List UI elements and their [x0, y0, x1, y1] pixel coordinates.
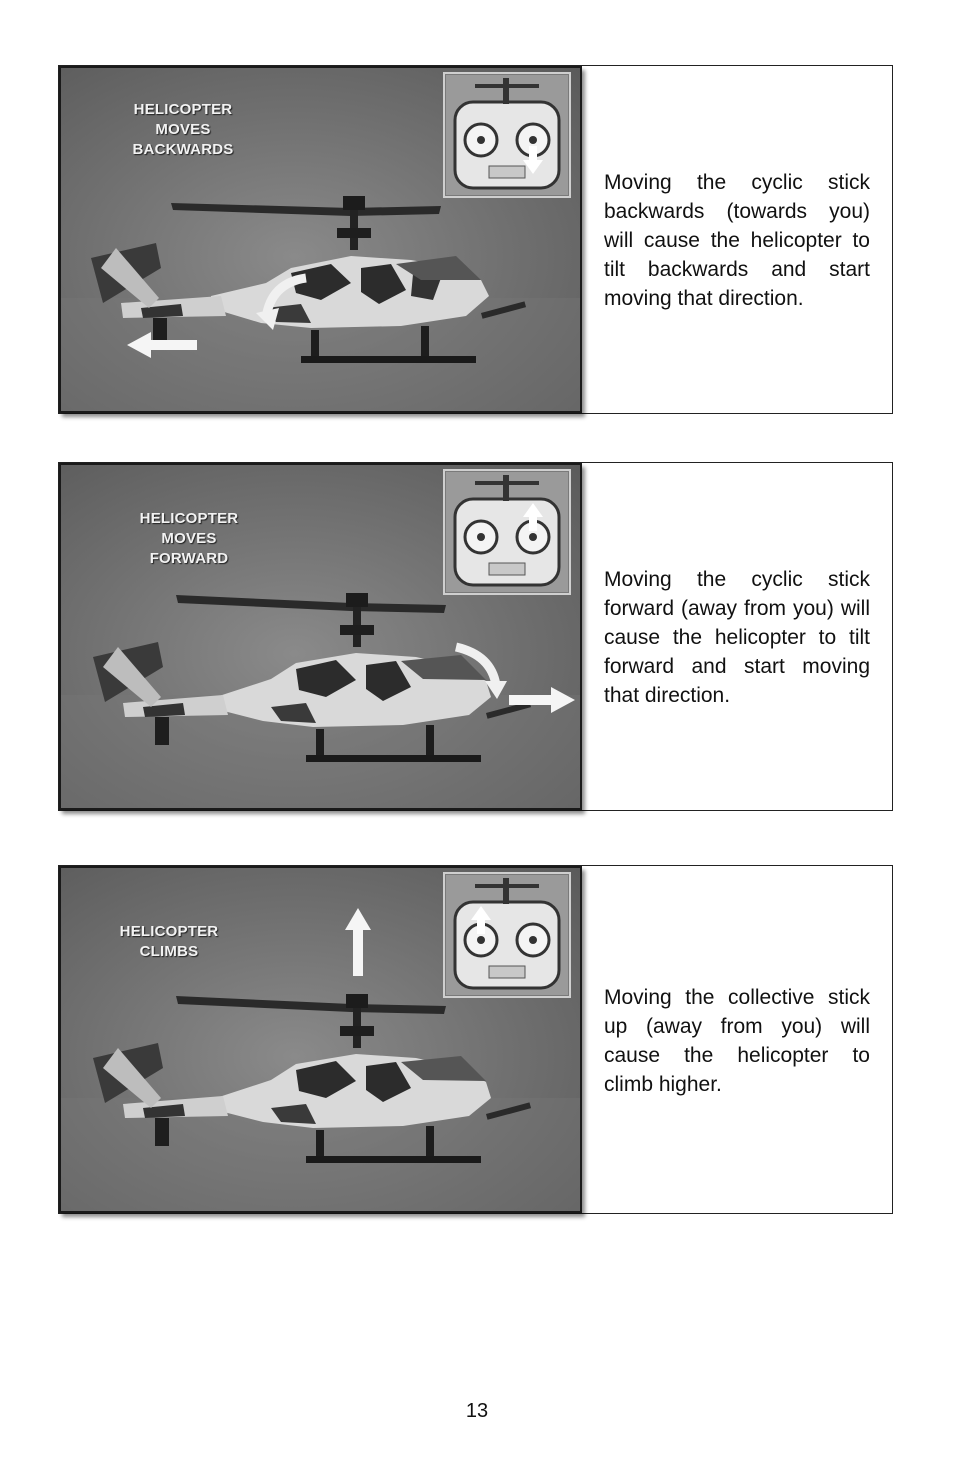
photo-caption-line: HELICOPTER: [133, 101, 233, 118]
photo-caption-line: HELICOPTER: [139, 510, 239, 527]
remote-controller-inset: [443, 469, 571, 595]
instruction-text: Moving the cyclic stick backwards (towards you) will cause the helicopter to tilt backwards and start moving that direction.: [604, 171, 870, 310]
photo-caption-line: FORWARD: [149, 550, 229, 567]
photo-caption-line: MOVES: [161, 530, 217, 547]
remote-controller-icon: [445, 471, 569, 593]
helicopter-photo: [59, 866, 582, 1213]
helicopter-photo: [59, 66, 582, 413]
instruction-text: Moving the collective stick up (away from you) will cause the helicopter to climb higher.: [604, 986, 870, 1096]
remote-controller-inset: [443, 72, 571, 198]
photo-caption: [123, 100, 243, 160]
instruction-panel-backwards: [58, 65, 893, 414]
remote-controller-icon: [445, 874, 569, 996]
instruction-panel-climbs: [58, 865, 893, 1214]
photo-caption: [129, 509, 249, 569]
instruction-text: Moving the cyclic stick forward (away from you) will cause the helicopter to tilt forward and start moving that direction.: [604, 568, 870, 707]
photo-caption-line: MOVES: [155, 121, 211, 138]
photo-caption: [109, 922, 229, 962]
remote-controller-inset: [443, 872, 571, 998]
photo-caption-line: HELICOPTER: [119, 923, 219, 940]
photo-caption-line: CLIMBS: [139, 943, 199, 960]
page-number: 13: [465, 1400, 489, 1422]
helicopter-photo: [59, 463, 582, 810]
instruction-panel-forward: [58, 462, 893, 811]
photo-caption-line: BACKWARDS: [132, 141, 234, 158]
remote-controller-icon: [445, 74, 569, 196]
